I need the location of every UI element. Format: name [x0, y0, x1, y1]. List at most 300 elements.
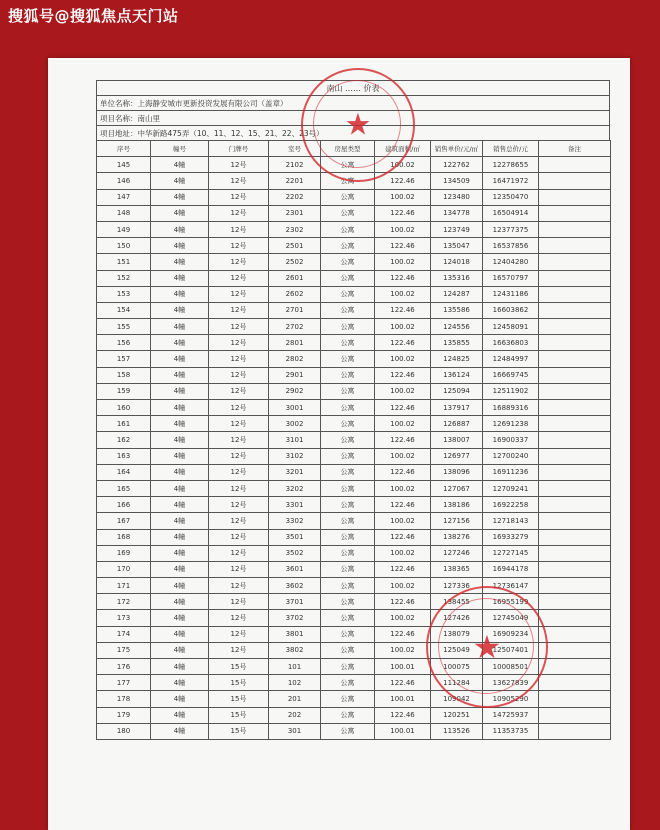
- table-cell: 127067: [431, 480, 483, 496]
- table-cell: 12号: [209, 448, 269, 464]
- table-cell: 4幢: [151, 286, 209, 302]
- table-cell: [539, 302, 611, 318]
- column-header: 幢号: [151, 141, 209, 157]
- table-cell: 3302: [269, 513, 321, 529]
- table-cell: 10008501: [483, 659, 539, 675]
- table-cell: [539, 561, 611, 577]
- table-cell: 12511902: [483, 383, 539, 399]
- table-cell: 100.01: [375, 691, 431, 707]
- table-cell: 4幢: [151, 383, 209, 399]
- table-cell: 124018: [431, 254, 483, 270]
- table-cell: 122.46: [375, 173, 431, 189]
- table-row: [97, 157, 611, 173]
- table-row: [97, 351, 611, 367]
- table-cell: 179: [97, 707, 151, 723]
- table-cell: 12745049: [483, 610, 539, 626]
- table-cell: [539, 545, 611, 561]
- table-cell: 11353735: [483, 723, 539, 739]
- table-cell: 12709241: [483, 480, 539, 496]
- table-row: [97, 221, 611, 237]
- table-cell: 122.46: [375, 626, 431, 642]
- table-cell: 公寓: [321, 383, 375, 399]
- table-cell: 3801: [269, 626, 321, 642]
- table-cell: 126977: [431, 448, 483, 464]
- table-cell: [539, 642, 611, 658]
- table-cell: 12号: [209, 545, 269, 561]
- table-row: [97, 254, 611, 270]
- table-cell: 12278655: [483, 157, 539, 173]
- table-cell: [539, 157, 611, 173]
- table-cell: 138276: [431, 529, 483, 545]
- table-cell: 122.46: [375, 464, 431, 480]
- table-cell: 16537856: [483, 238, 539, 254]
- table-cell: 122.46: [375, 302, 431, 318]
- table-cell: 2502: [269, 254, 321, 270]
- table-cell: 122.46: [375, 432, 431, 448]
- table-row: [97, 642, 611, 658]
- table-cell: 156: [97, 335, 151, 351]
- table-row: [97, 367, 611, 383]
- table-cell: 201: [269, 691, 321, 707]
- table-cell: [539, 432, 611, 448]
- table-cell: 100.02: [375, 189, 431, 205]
- table-cell: 12691238: [483, 416, 539, 432]
- table-cell: 16889316: [483, 400, 539, 416]
- table-cell: 公寓: [321, 173, 375, 189]
- table-cell: 12727145: [483, 545, 539, 561]
- table-cell: 16955199: [483, 594, 539, 610]
- table-row: [97, 497, 611, 513]
- table-cell: 161: [97, 416, 151, 432]
- table-cell: 3201: [269, 464, 321, 480]
- table-cell: 4幢: [151, 513, 209, 529]
- table-cell: 3701: [269, 594, 321, 610]
- table-cell: 公寓: [321, 302, 375, 318]
- table-cell: 168: [97, 529, 151, 545]
- table-cell: 12718143: [483, 513, 539, 529]
- table-cell: 4幢: [151, 157, 209, 173]
- table-cell: 180: [97, 723, 151, 739]
- table-cell: [539, 254, 611, 270]
- table-cell: 138365: [431, 561, 483, 577]
- table-row: [97, 707, 611, 723]
- table-cell: [539, 626, 611, 642]
- table-cell: 12号: [209, 610, 269, 626]
- star-icon: ★: [344, 107, 372, 143]
- table-cell: 公寓: [321, 480, 375, 496]
- column-header: 室号: [269, 141, 321, 157]
- table-cell: 100.02: [375, 448, 431, 464]
- table-cell: 4幢: [151, 221, 209, 237]
- table-cell: 12号: [209, 642, 269, 658]
- table-cell: 4幢: [151, 497, 209, 513]
- table-cell: 公寓: [321, 610, 375, 626]
- table-cell: 12号: [209, 578, 269, 594]
- table-cell: 159: [97, 383, 151, 399]
- table-cell: 123480: [431, 189, 483, 205]
- table-cell: 4幢: [151, 626, 209, 642]
- table-cell: 127426: [431, 610, 483, 626]
- table-cell: 4幢: [151, 335, 209, 351]
- table-cell: 2701: [269, 302, 321, 318]
- table-row: [97, 675, 611, 691]
- table-cell: 138186: [431, 497, 483, 513]
- table-cell: 2902: [269, 383, 321, 399]
- table-cell: [539, 335, 611, 351]
- table-row: [97, 189, 611, 205]
- table-row: [97, 659, 611, 675]
- table-row: [97, 286, 611, 302]
- table-cell: 4幢: [151, 448, 209, 464]
- table-cell: 173: [97, 610, 151, 626]
- table-cell: 125094: [431, 383, 483, 399]
- table-cell: 152: [97, 270, 151, 286]
- table-cell: 169: [97, 545, 151, 561]
- table-cell: [539, 205, 611, 221]
- table-cell: 127246: [431, 545, 483, 561]
- table-cell: 153: [97, 286, 151, 302]
- table-cell: 100.01: [375, 659, 431, 675]
- table-cell: 公寓: [321, 659, 375, 675]
- table-cell: 162: [97, 432, 151, 448]
- table-row: [97, 173, 611, 189]
- table-cell: [539, 610, 611, 626]
- table-cell: 122.46: [375, 367, 431, 383]
- table-cell: 124556: [431, 319, 483, 335]
- table-cell: 3802: [269, 642, 321, 658]
- table-cell: 公寓: [321, 221, 375, 237]
- table-row: [97, 610, 611, 626]
- table-cell: 公寓: [321, 254, 375, 270]
- table-cell: 12号: [209, 335, 269, 351]
- table-cell: 公寓: [321, 400, 375, 416]
- table-cell: [539, 513, 611, 529]
- watermark: 搜狐号@搜狐焦点天门站: [8, 7, 179, 25]
- table-cell: 148: [97, 205, 151, 221]
- table-cell: 15号: [209, 707, 269, 723]
- table-cell: [539, 594, 611, 610]
- table-cell: 149: [97, 221, 151, 237]
- table-row: [97, 400, 611, 416]
- table-cell: 4幢: [151, 594, 209, 610]
- table-cell: 16922258: [483, 497, 539, 513]
- table-cell: 2601: [269, 270, 321, 286]
- column-header: 序号: [97, 141, 151, 157]
- table-cell: 12号: [209, 302, 269, 318]
- table-cell: [539, 173, 611, 189]
- table-cell: [539, 416, 611, 432]
- table-cell: 124287: [431, 286, 483, 302]
- table-cell: 122762: [431, 157, 483, 173]
- table-cell: 4幢: [151, 254, 209, 270]
- table-cell: 16900337: [483, 432, 539, 448]
- table-cell: 100.02: [375, 319, 431, 335]
- column-header: 销售总价/元: [483, 141, 539, 157]
- table-cell: [539, 351, 611, 367]
- table-cell: [539, 400, 611, 416]
- table-cell: 12号: [209, 351, 269, 367]
- table-row: [97, 691, 611, 707]
- table-cell: [539, 270, 611, 286]
- table-cell: 公寓: [321, 319, 375, 335]
- table-cell: 155: [97, 319, 151, 335]
- table-cell: 12377375: [483, 221, 539, 237]
- table-cell: 3601: [269, 561, 321, 577]
- table-cell: 165: [97, 480, 151, 496]
- table-cell: 122.46: [375, 400, 431, 416]
- table-cell: 145: [97, 157, 151, 173]
- table-cell: 158: [97, 367, 151, 383]
- table-cell: 13627839: [483, 675, 539, 691]
- table-cell: 12号: [209, 189, 269, 205]
- table-cell: 15号: [209, 659, 269, 675]
- table-cell: 177: [97, 675, 151, 691]
- table-cell: 2202: [269, 189, 321, 205]
- table-cell: 102: [269, 675, 321, 691]
- table-cell: 122.46: [375, 561, 431, 577]
- table-cell: 2102: [269, 157, 321, 173]
- table-row: [97, 416, 611, 432]
- table-cell: 12号: [209, 464, 269, 480]
- table-row: [97, 594, 611, 610]
- table-cell: 16636803: [483, 335, 539, 351]
- table-cell: 公寓: [321, 642, 375, 658]
- table-cell: 100.02: [375, 286, 431, 302]
- table-cell: [539, 367, 611, 383]
- table-cell: 120251: [431, 707, 483, 723]
- table-cell: 172: [97, 594, 151, 610]
- table-header-row: [97, 141, 611, 157]
- table-cell: 16911236: [483, 464, 539, 480]
- table-cell: 4幢: [151, 707, 209, 723]
- table-cell: [539, 659, 611, 675]
- table-cell: 100.02: [375, 221, 431, 237]
- price-list-document: [48, 58, 630, 830]
- table-row: [97, 319, 611, 335]
- table-cell: 138455: [431, 594, 483, 610]
- table-cell: 公寓: [321, 707, 375, 723]
- table-cell: 4幢: [151, 319, 209, 335]
- table-cell: 12号: [209, 626, 269, 642]
- table-cell: 12431186: [483, 286, 539, 302]
- table-cell: 16570797: [483, 270, 539, 286]
- table-cell: 3502: [269, 545, 321, 561]
- star-icon: ★: [472, 628, 502, 666]
- table-cell: 301: [269, 723, 321, 739]
- table-cell: 138096: [431, 464, 483, 480]
- table-cell: 124825: [431, 351, 483, 367]
- table-cell: 12484997: [483, 351, 539, 367]
- table-row: [97, 545, 611, 561]
- table-cell: 138079: [431, 626, 483, 642]
- table-cell: 135047: [431, 238, 483, 254]
- table-cell: 公寓: [321, 594, 375, 610]
- table-row: [97, 302, 611, 318]
- table-cell: 公寓: [321, 578, 375, 594]
- column-header: 建筑面积/㎡: [375, 141, 431, 157]
- table-cell: 12507401: [483, 642, 539, 658]
- table-cell: 122.46: [375, 238, 431, 254]
- table-cell: 公寓: [321, 464, 375, 480]
- table-cell: 154: [97, 302, 151, 318]
- table-row: [97, 513, 611, 529]
- table-cell: [539, 691, 611, 707]
- table-cell: 3002: [269, 416, 321, 432]
- table-cell: 公寓: [321, 497, 375, 513]
- table-cell: [539, 723, 611, 739]
- table-cell: 4幢: [151, 578, 209, 594]
- table-row: [97, 383, 611, 399]
- table-cell: 100.02: [375, 157, 431, 173]
- table-cell: 125049: [431, 642, 483, 658]
- table-cell: 16471972: [483, 173, 539, 189]
- table-cell: 4幢: [151, 610, 209, 626]
- table-cell: 4幢: [151, 400, 209, 416]
- table-cell: [539, 707, 611, 723]
- table-cell: 公寓: [321, 270, 375, 286]
- table-cell: 公寓: [321, 205, 375, 221]
- table-row: [97, 270, 611, 286]
- table-cell: 16933279: [483, 529, 539, 545]
- table-cell: 178: [97, 691, 151, 707]
- table-cell: 4幢: [151, 351, 209, 367]
- table-cell: 136124: [431, 367, 483, 383]
- table-cell: [539, 383, 611, 399]
- table-cell: 3102: [269, 448, 321, 464]
- table-cell: 12号: [209, 432, 269, 448]
- table-cell: 101: [269, 659, 321, 675]
- table-cell: 3001: [269, 400, 321, 416]
- table-cell: 16669745: [483, 367, 539, 383]
- table-cell: 122.46: [375, 529, 431, 545]
- table-cell: 2301: [269, 205, 321, 221]
- table-row: [97, 238, 611, 254]
- table-row: [97, 464, 611, 480]
- table-cell: 122.46: [375, 497, 431, 513]
- table-cell: 12号: [209, 286, 269, 302]
- table-cell: [539, 464, 611, 480]
- table-cell: 4幢: [151, 432, 209, 448]
- table-row: [97, 480, 611, 496]
- table-cell: 100.02: [375, 610, 431, 626]
- table-cell: 15号: [209, 675, 269, 691]
- table-cell: 3202: [269, 480, 321, 496]
- table-body: [97, 157, 611, 740]
- table-cell: [539, 529, 611, 545]
- table-cell: 113526: [431, 723, 483, 739]
- table-cell: 12号: [209, 254, 269, 270]
- table-cell: 公寓: [321, 529, 375, 545]
- table-cell: 4幢: [151, 464, 209, 480]
- table-cell: 150: [97, 238, 151, 254]
- table-row: [97, 723, 611, 739]
- column-header: 销售单价/元/㎡: [431, 141, 483, 157]
- sheet-title: 南山 …… 价表: [96, 80, 610, 95]
- table-cell: 12号: [209, 594, 269, 610]
- table-cell: 公寓: [321, 448, 375, 464]
- table-cell: 2702: [269, 319, 321, 335]
- table-cell: 2602: [269, 286, 321, 302]
- table-cell: 公寓: [321, 157, 375, 173]
- table-cell: 164: [97, 464, 151, 480]
- table-cell: [539, 286, 611, 302]
- column-header: 房屋类型: [321, 141, 375, 157]
- table-cell: 157: [97, 351, 151, 367]
- table-cell: 111284: [431, 675, 483, 691]
- table-cell: 175: [97, 642, 151, 658]
- table-cell: 4幢: [151, 675, 209, 691]
- table-cell: 151: [97, 254, 151, 270]
- table-cell: 12号: [209, 561, 269, 577]
- table-cell: 公寓: [321, 691, 375, 707]
- table-cell: 14725937: [483, 707, 539, 723]
- table-cell: 12号: [209, 513, 269, 529]
- table-cell: 12号: [209, 383, 269, 399]
- table-cell: 4幢: [151, 189, 209, 205]
- project-address: 项目地址：中华新路475弄（10、11、12、15、21、22、23号）: [96, 125, 610, 140]
- column-header: 门牌号: [209, 141, 269, 157]
- table-cell: 12700240: [483, 448, 539, 464]
- table-cell: 15号: [209, 723, 269, 739]
- table-cell: 4幢: [151, 659, 209, 675]
- table-cell: 100.02: [375, 383, 431, 399]
- table-cell: 137917: [431, 400, 483, 416]
- table-cell: 16504914: [483, 205, 539, 221]
- table-cell: 3702: [269, 610, 321, 626]
- table-cell: [539, 480, 611, 496]
- table-cell: 134778: [431, 205, 483, 221]
- table-cell: 12号: [209, 480, 269, 496]
- price-list-sheet: [96, 80, 610, 740]
- table-cell: 122.46: [375, 675, 431, 691]
- table-cell: [539, 448, 611, 464]
- table-cell: 3301: [269, 497, 321, 513]
- table-cell: 122.46: [375, 335, 431, 351]
- price-table: [96, 140, 611, 740]
- table-cell: 公寓: [321, 723, 375, 739]
- table-cell: 122.46: [375, 707, 431, 723]
- table-cell: 122.46: [375, 205, 431, 221]
- table-cell: 公寓: [321, 335, 375, 351]
- table-cell: 4幢: [151, 529, 209, 545]
- table-cell: 100.02: [375, 545, 431, 561]
- table-cell: 公寓: [321, 626, 375, 642]
- table-cell: 4幢: [151, 205, 209, 221]
- table-cell: 12号: [209, 270, 269, 286]
- table-cell: 3602: [269, 578, 321, 594]
- table-row: [97, 448, 611, 464]
- table-cell: 2901: [269, 367, 321, 383]
- table-cell: 公寓: [321, 286, 375, 302]
- table-cell: 16909234: [483, 626, 539, 642]
- table-cell: 12号: [209, 238, 269, 254]
- table-cell: 4幢: [151, 238, 209, 254]
- table-cell: 100.02: [375, 578, 431, 594]
- table-cell: 2201: [269, 173, 321, 189]
- table-cell: 167: [97, 513, 151, 529]
- table-cell: 2302: [269, 221, 321, 237]
- table-cell: 16944178: [483, 561, 539, 577]
- table-cell: 4幢: [151, 723, 209, 739]
- table-cell: 122.46: [375, 270, 431, 286]
- table-cell: 12号: [209, 529, 269, 545]
- table-cell: 174: [97, 626, 151, 642]
- table-cell: 12号: [209, 416, 269, 432]
- column-header: 备注: [539, 141, 611, 157]
- table-cell: 122.46: [375, 594, 431, 610]
- table-cell: 4幢: [151, 367, 209, 383]
- table-cell: 176: [97, 659, 151, 675]
